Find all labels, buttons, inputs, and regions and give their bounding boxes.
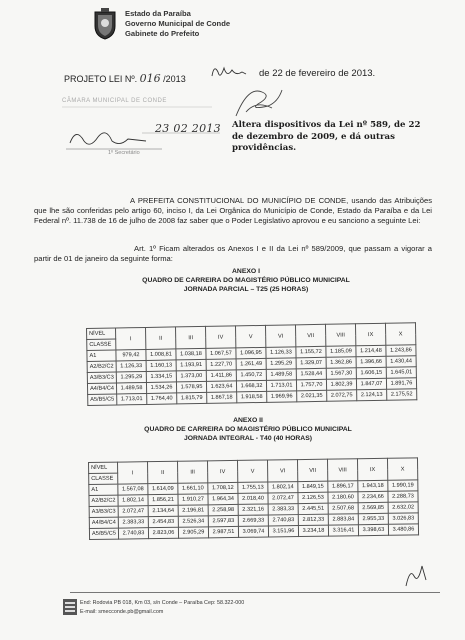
salary-cell: 2.526,34 <box>178 516 208 527</box>
salary-cell: 2.823,06 <box>148 527 178 538</box>
salary-cell: 1.126,33 <box>116 360 146 372</box>
salary-cell: 1.160,13 <box>146 360 176 372</box>
salary-cell: 1.362,86 <box>326 357 356 369</box>
level-cell: I <box>116 327 146 350</box>
stamp-date: 23 02 2013 <box>155 122 221 135</box>
level-header-cell: NÍVEL <box>87 328 116 340</box>
class-cell: A3/B3/C3 <box>87 372 116 384</box>
salary-cell: 1.567,30 <box>326 368 356 380</box>
class-cell: A2/B2/C2 <box>87 361 116 373</box>
salary-cell: 1.155,72 <box>296 346 326 358</box>
salary-cell: 2.021,35 <box>297 390 327 402</box>
annex1-journey: JORNADA PARCIAL – T25 (25 HORAS) <box>183 285 309 293</box>
salary-cell: 2.987,51 <box>208 526 238 537</box>
level-cell: II <box>148 461 178 483</box>
salary-cell: 3.398,63 <box>358 524 388 535</box>
stamp-organization: CÂMARA MUNICIPAL DE CONDE <box>62 98 167 104</box>
level-cell: IV <box>205 326 235 349</box>
level-cell: VII <box>295 324 325 347</box>
salary-cell: 1.096,95 <box>236 347 266 359</box>
class-cell: A3/B3/C3 <box>89 506 118 517</box>
salary-cell: 2.196,81 <box>178 505 208 516</box>
salary-cell: 1.764,40 <box>147 393 177 405</box>
salary-cell: 1.185,09 <box>326 346 356 358</box>
annex2-salary-table <box>88 457 419 540</box>
annex2-subtitle: QUADRO DE CARREIRA DO MAGISTÉRIO PÚBLICO MUNICIPAL <box>144 425 352 433</box>
salary-cell: 1.243,86 <box>386 345 416 357</box>
salary-cell: 1.193,91 <box>176 359 206 371</box>
salary-cell: 1.214,48 <box>356 345 386 357</box>
class-cell: A4/B4/C4 <box>87 383 116 395</box>
annex2-heading <box>98 417 398 443</box>
law-date: de 22 de fevereiro de 2013. <box>259 68 376 79</box>
class-cell: A1 <box>87 350 116 362</box>
header-government: Governo Municipal de Conde <box>125 18 231 28</box>
level-cell: IX <box>355 323 385 346</box>
salary-cell: 1.856,21 <box>148 494 178 505</box>
class-header-cell: CLASSE <box>87 339 116 351</box>
salary-cell: 1.578,95 <box>176 381 206 393</box>
salary-cell: 1.757,70 <box>296 379 326 391</box>
salary-cell: 1.534,26 <box>146 382 176 394</box>
salary-cell: 2.955,33 <box>358 513 388 524</box>
salary-cell: 3.069,74 <box>238 526 268 537</box>
salary-cell: 1.450,72 <box>236 369 266 381</box>
salary-cell: 1.008,81 <box>146 349 176 361</box>
level-cell: X <box>385 323 415 346</box>
salary-cell: 2.883,84 <box>328 514 358 525</box>
salary-cell: 2.180,60 <box>328 492 358 503</box>
table-header-row <box>87 323 416 340</box>
salary-cell: 1.847,07 <box>356 378 386 390</box>
salary-cell: 2.234,66 <box>358 491 388 502</box>
level-cell: X <box>387 458 417 480</box>
level-header-cell: NÍVEL <box>89 462 118 473</box>
salary-cell: 1.943,18 <box>358 480 388 491</box>
salary-cell: 2.669,33 <box>238 515 268 526</box>
class-cell: A5/B5/C5 <box>89 528 118 539</box>
salary-cell: 2.632,02 <box>388 502 418 513</box>
salary-cell: 3.480,86 <box>388 524 418 535</box>
salary-cell: 1.606,15 <box>356 367 386 379</box>
salary-cell: 1.891,76 <box>386 378 416 390</box>
class-header-cell: CLASSE <box>89 473 118 484</box>
salary-cell: 2.569,85 <box>358 502 388 513</box>
annex1-salary-table <box>86 322 417 406</box>
law-year: /2013 <box>163 74 186 84</box>
salary-cell: 2.383,33 <box>118 517 148 528</box>
signature-scribble <box>228 82 288 122</box>
header-office: Gabinete do Prefeito <box>125 28 200 38</box>
header-state: Estado da Paraíba <box>125 9 191 18</box>
municipal-crest-icon <box>92 8 118 40</box>
salary-cell: 2.018,40 <box>238 493 268 504</box>
law-title <box>64 72 186 85</box>
salary-cell: 1.802,14 <box>118 495 148 506</box>
salary-cell: 2.288,73 <box>388 491 418 502</box>
footer-divider <box>70 592 440 593</box>
salary-cell: 2.812,33 <box>298 514 328 525</box>
salary-cell: 2.258,98 <box>208 504 238 515</box>
salary-cell: 1.713,01 <box>117 393 147 405</box>
salary-cell: 1.329,07 <box>296 357 326 369</box>
salary-cell: 1.373,00 <box>176 370 206 382</box>
annex1-title: ANEXO I <box>232 268 260 275</box>
level-cell: VII <box>297 459 327 481</box>
salary-cell: 3.316,41 <box>328 525 358 536</box>
salary-cell: 3.026,83 <box>388 513 418 524</box>
level-cell: V <box>235 325 265 348</box>
salary-cell: 1.489,58 <box>116 382 146 394</box>
salary-cell: 1.126,33 <box>266 347 296 359</box>
bottom-signature <box>400 560 434 590</box>
salary-cell: 1.645,01 <box>386 367 416 379</box>
header-block <box>125 9 230 38</box>
salary-cell: 1.295,29 <box>116 371 146 383</box>
salary-cell: 2.597,83 <box>208 515 238 526</box>
level-cell: VIII <box>325 324 355 347</box>
salary-cell: 2.072,47 <box>118 506 148 517</box>
salary-cell: 1.661,10 <box>178 483 208 494</box>
salary-cell: 2.126,53 <box>298 492 328 503</box>
footer-address: End: Rodovia PB 018, Km 03, s/n Conde – Paraíba Cep: 58.322-000 <box>80 600 245 606</box>
salary-cell: 2.740,83 <box>118 528 148 539</box>
annex1-heading <box>96 268 396 294</box>
law-prefix: PROJETO LEI Nº. <box>64 74 138 84</box>
class-cell: A2/B2/C2 <box>89 495 118 506</box>
class-cell: A4/B4/C4 <box>89 517 118 528</box>
level-cell: IV <box>207 460 237 482</box>
salary-cell: 1.411,86 <box>206 370 236 382</box>
salary-cell: 1.910,27 <box>178 494 208 505</box>
preamble-text: A PREFEITA CONSTITUCIONAL DO MUNICÍPIO DE CONDE, usando das Atribuições que lhe são conferidas pelo artigo 60, inciso I, da Lei Orgânica do Município de Conde, Estado da Paraíba e da Lei Federal nº. 11.738 de 16 de julho de 2008 faz saber que o Poder Legislativo aprovou e eu sanciono a seguinte Lei: <box>34 196 432 226</box>
salary-cell: 1.802,14 <box>268 482 298 493</box>
level-cell: VI <box>267 460 297 482</box>
salary-cell: 2.740,83 <box>268 515 298 526</box>
class-cell: A5/B5/C5 <box>88 394 117 406</box>
class-cell: A1 <box>89 484 118 495</box>
salary-cell: 1.038,18 <box>176 348 206 360</box>
salary-cell: 2.175,52 <box>387 389 417 401</box>
salary-cell: 1.295,29 <box>266 358 296 370</box>
salary-cell: 1.261,49 <box>236 358 266 370</box>
salary-cell: 1.623,64 <box>206 381 236 393</box>
salary-cell: 1.334,15 <box>146 371 176 383</box>
salary-cell: 1.918,58 <box>237 391 267 403</box>
salary-cell: 1.755,13 <box>238 482 268 493</box>
salary-cell: 2.072,75 <box>327 390 357 402</box>
salary-cell: 1.067,57 <box>206 348 236 360</box>
salary-cell: 2.321,16 <box>238 504 268 515</box>
salary-cell: 3.151,96 <box>268 526 298 537</box>
salary-cell: 1.567,08 <box>118 484 148 495</box>
salary-cell: 1.489,58 <box>266 369 296 381</box>
level-cell: II <box>145 327 175 350</box>
law-summary: Altera dispositivos da Lei nº 589, de 22 de dezembro de 2009, e dá outras providências. <box>232 120 421 154</box>
level-cell: III <box>175 326 205 349</box>
salary-cell: 2.383,33 <box>268 504 298 515</box>
salary-cell: 2.445,51 <box>298 503 328 514</box>
annex1-subtitle: QUADRO DE CARREIRA DO MAGISTÉRIO PÚBLICO MUNICIPAL <box>142 276 350 284</box>
salary-cell: 2.072,47 <box>268 493 298 504</box>
salary-cell: 1.815,79 <box>177 392 207 404</box>
stamp-secretary: 1º Secretário <box>108 150 140 156</box>
salary-cell: 3.234,18 <box>298 525 328 536</box>
salary-cell: 1.849,15 <box>298 481 328 492</box>
level-cell: III <box>177 461 207 483</box>
salary-cell: 1.964,34 <box>208 493 238 504</box>
article-paragraph <box>34 244 432 264</box>
preamble-paragraph <box>34 196 432 227</box>
footer-email: E-mail: smecconde.pb@gmail.com <box>80 609 164 615</box>
table-header-row <box>89 458 418 474</box>
law-number: 016 <box>139 72 161 85</box>
salary-cell: 979,42 <box>116 349 146 361</box>
salary-cell: 1.708,12 <box>208 482 238 493</box>
salary-cell: 1.867,18 <box>207 392 237 404</box>
municipal-logo-icon <box>62 598 78 616</box>
initials-signature <box>208 62 250 84</box>
level-cell: V <box>237 460 267 482</box>
footer-contact <box>80 599 244 617</box>
salary-cell: 2.124,13 <box>357 389 387 401</box>
level-cell: IX <box>357 458 387 480</box>
salary-cell: 1.614,09 <box>148 483 178 494</box>
salary-cell: 1.528,44 <box>296 368 326 380</box>
annex2-journey: JORNADA INTEGRAL - T40 (40 HORAS) <box>183 434 313 442</box>
salary-cell: 1.990,19 <box>388 480 418 491</box>
salary-cell: 1.396,66 <box>356 356 386 368</box>
salary-cell: 1.227,70 <box>206 359 236 371</box>
level-cell: VIII <box>327 459 357 481</box>
salary-cell: 2.134,64 <box>148 505 178 516</box>
salary-cell: 1.896,17 <box>328 481 358 492</box>
salary-cell: 1.802,39 <box>326 379 356 391</box>
salary-cell: 1.430,44 <box>386 356 416 368</box>
annex2-title: ANEXO II <box>233 417 263 424</box>
article-text: Art. 1º Ficam alterados os Anexos I e II da Lei nº 589/2009, que passam a vigorar a partir de 01 de janeiro da seguinte forma: <box>34 244 432 264</box>
level-cell: VI <box>265 325 295 348</box>
salary-cell: 1.668,32 <box>236 380 266 392</box>
salary-cell: 2.454,83 <box>148 516 178 527</box>
salary-cell: 2.905,29 <box>178 527 208 538</box>
level-cell: I <box>118 462 148 484</box>
salary-cell: 2.507,68 <box>328 503 358 514</box>
salary-cell: 1.713,01 <box>266 380 296 392</box>
salary-cell: 1.969,96 <box>267 391 297 403</box>
